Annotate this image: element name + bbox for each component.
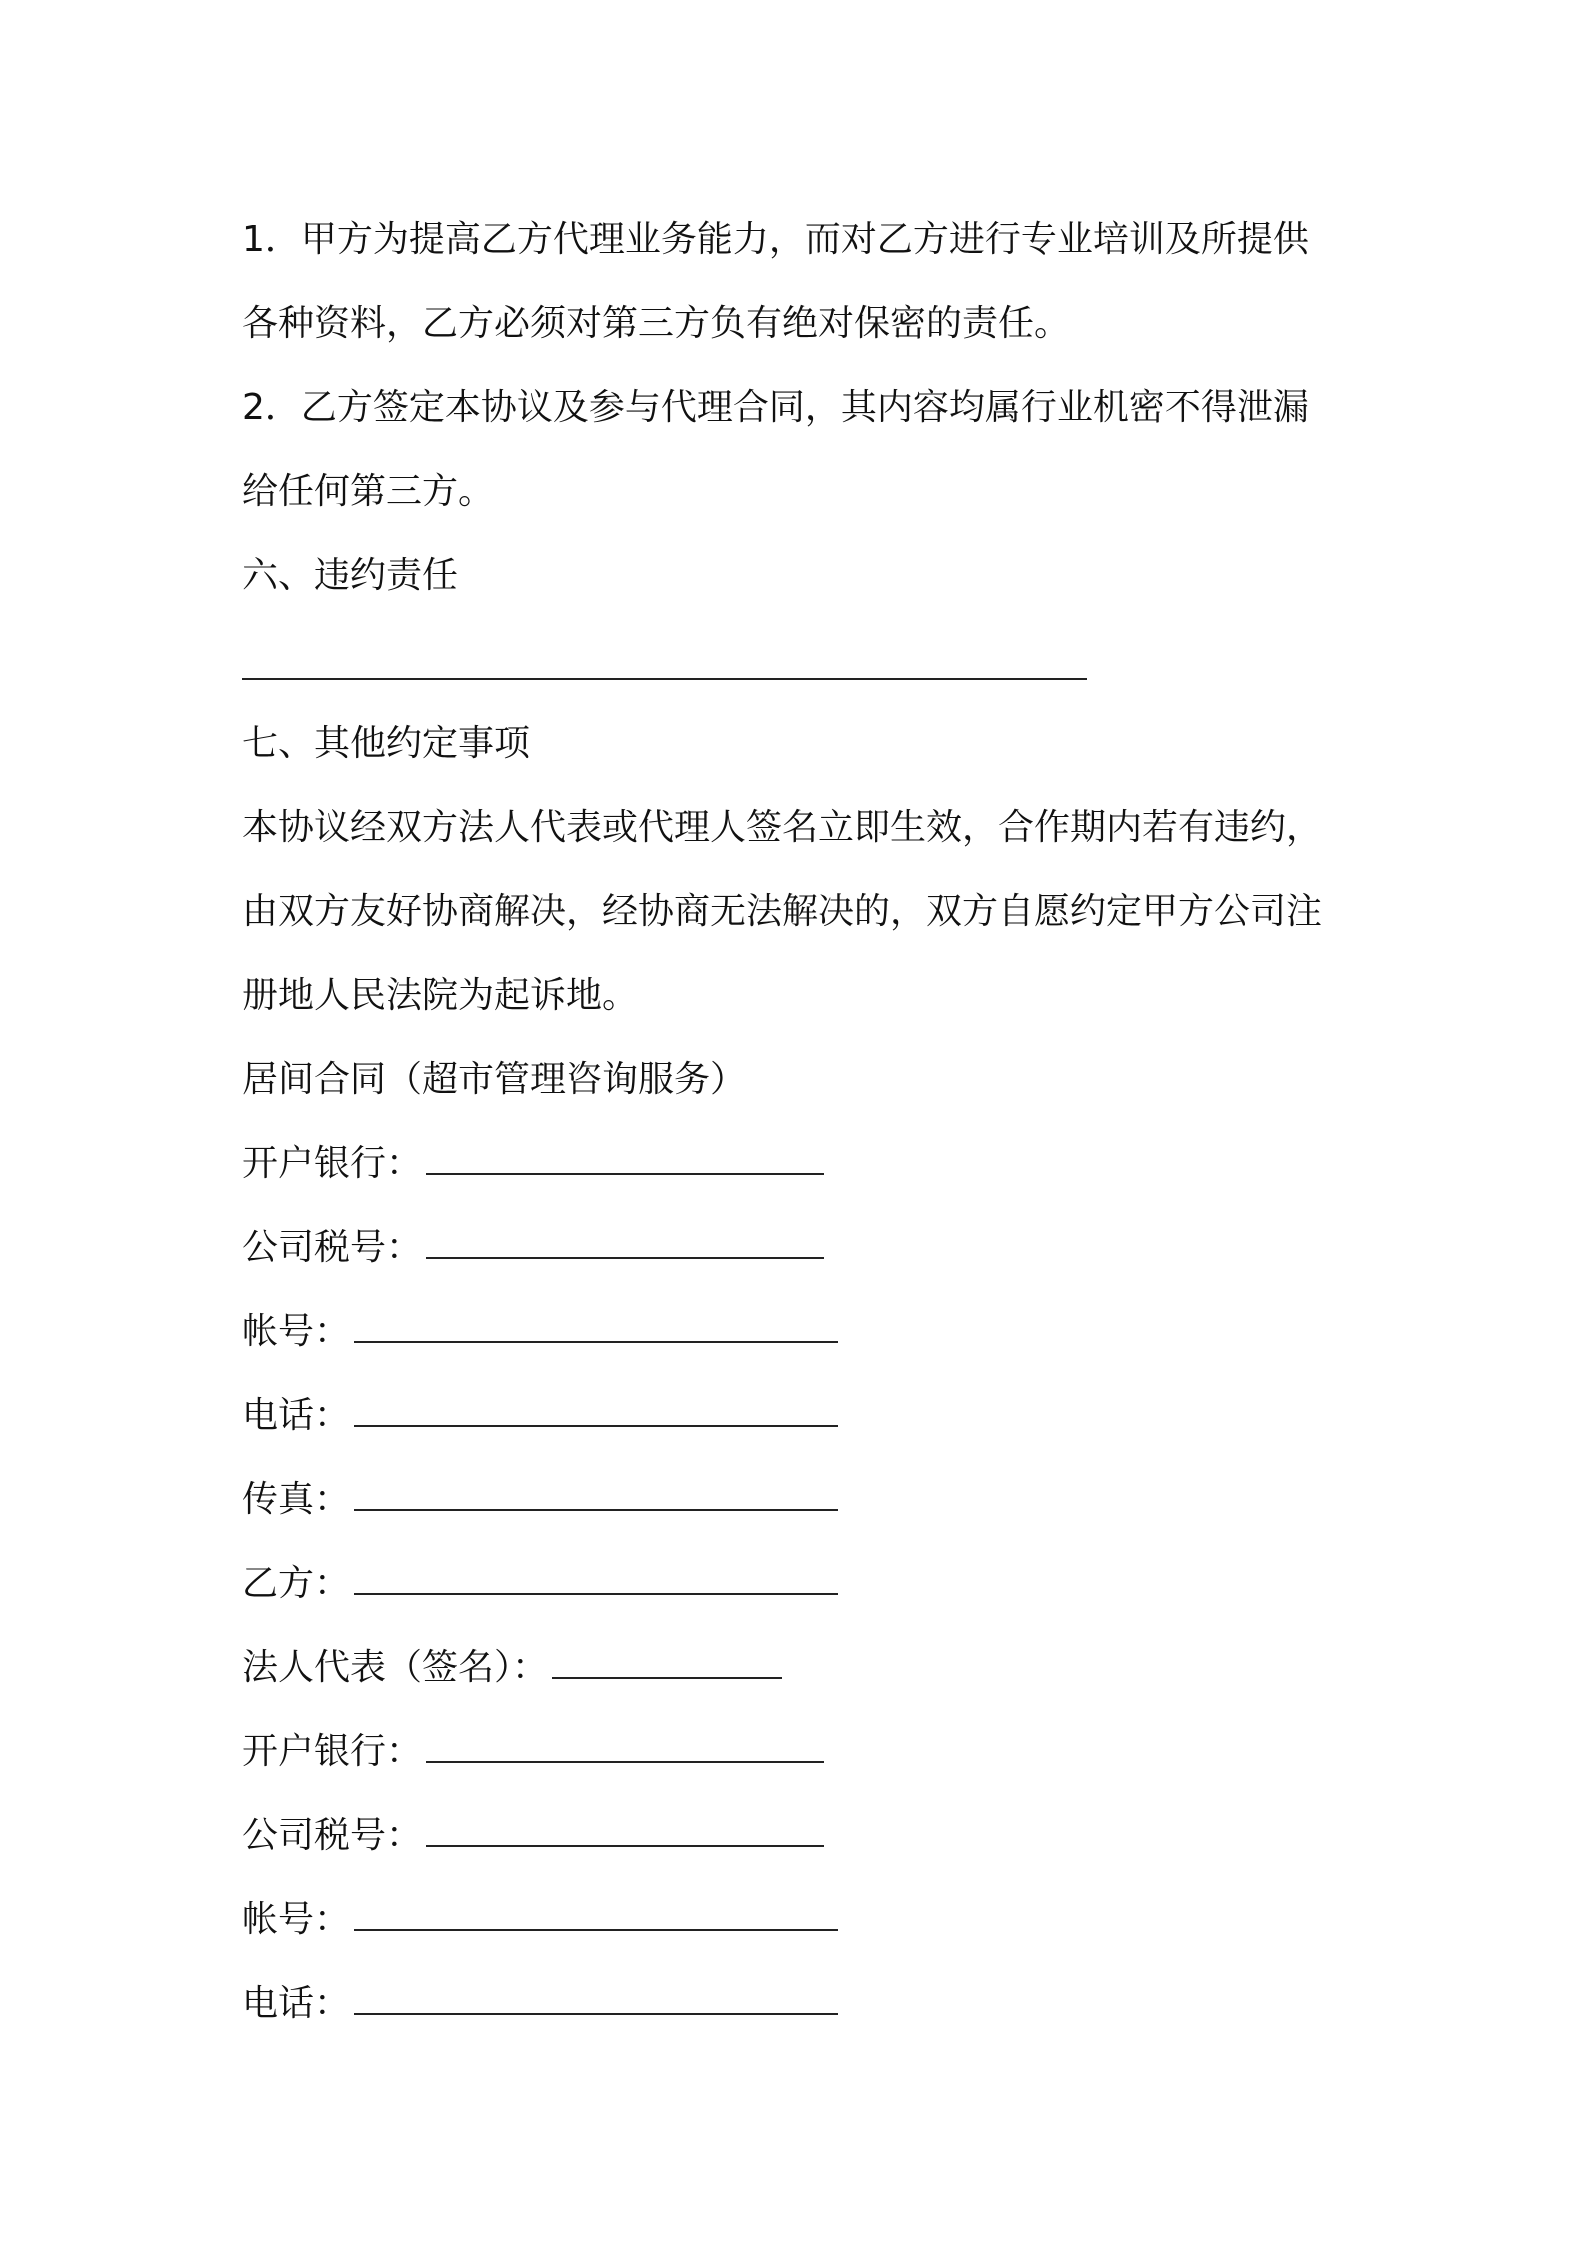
fill-in-blank [426,1733,824,1763]
field-label: 公司税号： [242,1815,423,1856]
field-tax-b [242,1794,1362,1878]
clause-5-item-1-line-1: 1．甲方为提高乙方代理业务能力，而对乙方进行专业培训及所提供 [242,219,1309,260]
clause-5-item-2-line-2: 给任何第三方。 [242,471,495,512]
clause-5-item-2-line-1: 2．乙方签定本协议及参与代理合同，其内容均属行业机密不得泄漏 [242,387,1309,428]
field-bank-b [242,1710,1362,1794]
clause-7-line-2: 由双方友好协商解决，经协商无法解决的，双方自愿约定甲方公司注 [242,891,1323,932]
clause-7-heading: 七、其他约定事项 [242,723,531,764]
field-phone-b [242,1962,1362,2046]
field-label: 帐号： [242,1899,351,1940]
clause-7-line-1: 本协议经双方法人代表或代理人签名立即生效，合作期内若有违约， [242,807,1323,848]
clause-6-blank-line [242,618,1362,702]
field-label: 法人代表（签名）： [242,1647,549,1688]
fill-in-blank [552,1649,782,1679]
fill-in-blank [354,1565,838,1595]
field-label: 传真： [242,1479,351,1520]
field-fax-a [242,1458,1362,1542]
document-page [242,198,1362,2046]
fill-in-blank [426,1229,824,1259]
field-account-a [242,1290,1362,1374]
field-account-b [242,1878,1362,1962]
clause-7-line-3: 册地人民法院为起诉地。 [242,975,639,1016]
field-phone-a [242,1374,1362,1458]
fill-in-blank [354,1313,838,1343]
field-label: 帐号： [242,1311,351,1352]
field-label: 公司税号： [242,1227,423,1268]
fill-in-blank [354,1901,838,1931]
fill-in-blank [354,1397,838,1427]
contract-subtitle: 居间合同（超市管理咨询服务） [242,1059,747,1100]
clause-5-item-1-line-2: 各种资料，乙方必须对第三方负有绝对保密的责任。 [242,303,1071,344]
fill-in-blank [354,1481,838,1511]
fill-in-blank [354,1985,838,2015]
field-bank-a [242,1122,1362,1206]
fill-in-blank [426,1145,824,1175]
field-party-b [242,1542,1362,1626]
field-label: 开户银行： [242,1143,423,1184]
field-label: 乙方： [242,1563,351,1604]
field-legal-rep-b [242,1626,1362,1710]
field-label: 开户银行： [242,1731,423,1772]
field-label: 电话： [242,1983,351,2024]
field-tax-a [242,1206,1362,1290]
field-label: 电话： [242,1395,351,1436]
fill-in-blank [426,1817,824,1847]
fill-in-rule [242,678,1087,680]
clause-6-heading: 六、违约责任 [242,555,459,596]
